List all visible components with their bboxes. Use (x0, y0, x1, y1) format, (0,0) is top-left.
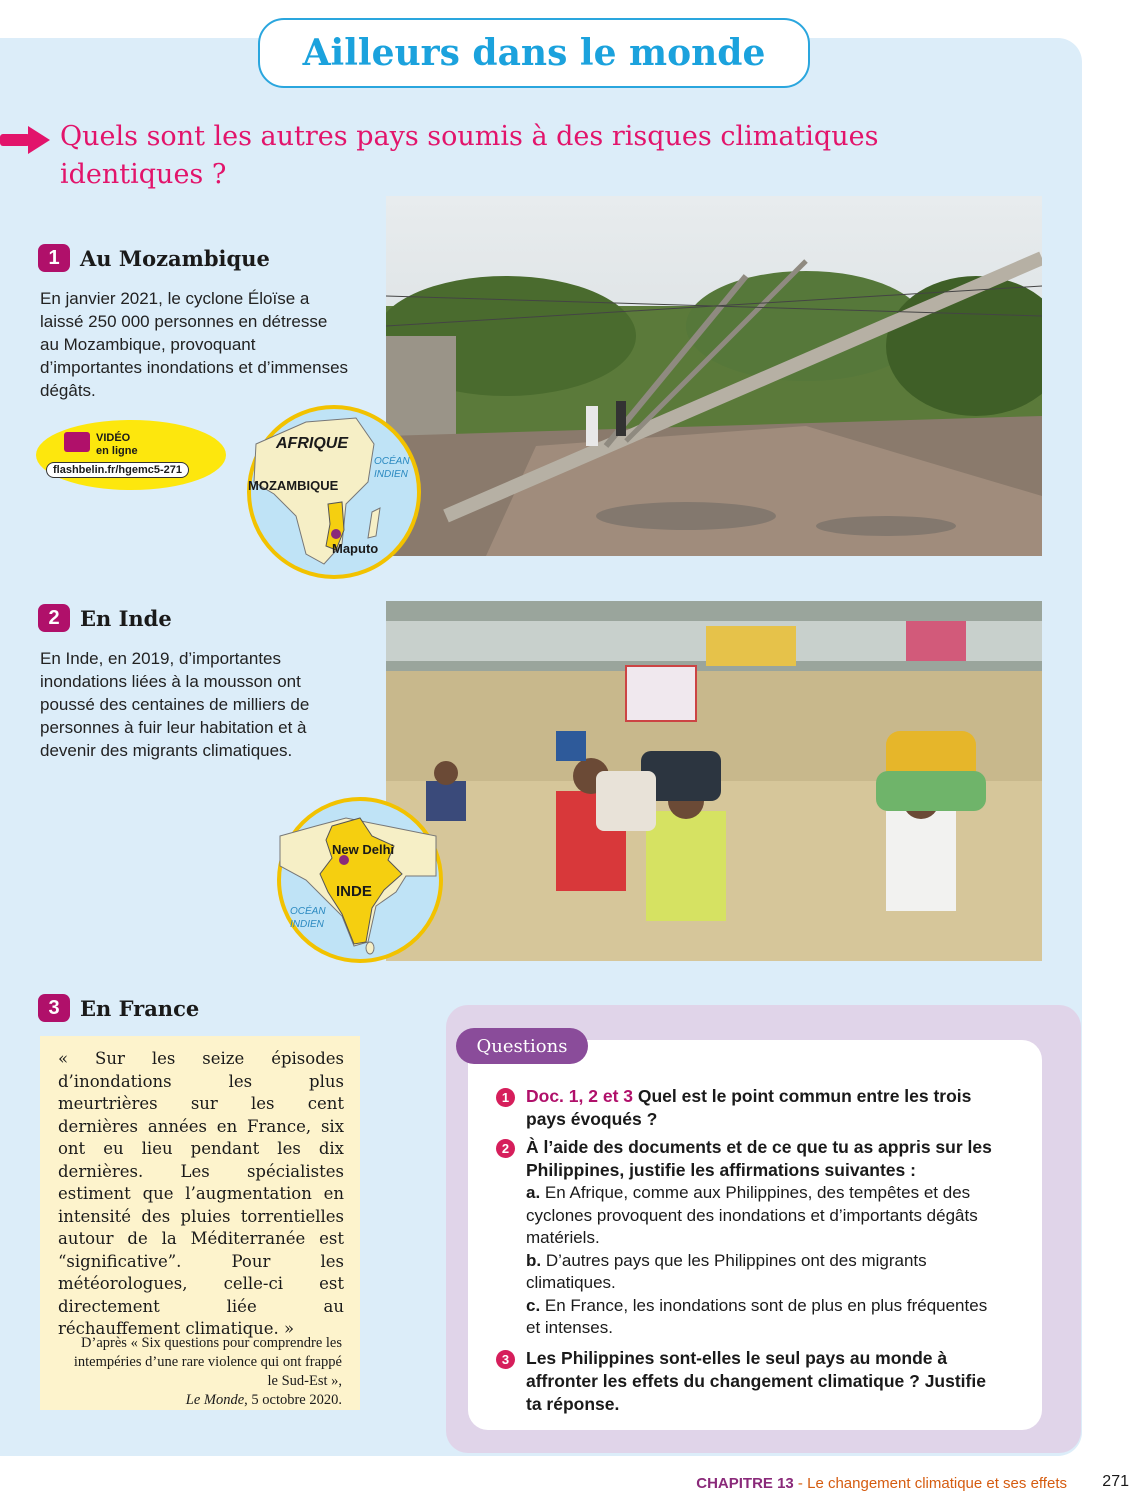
question-2a-text: En Afrique, comme aux Philippines, des tempêtes et des cyclones provoquent des inondations et d’importants dégâts matériels. (526, 1183, 978, 1247)
map-india (276, 796, 444, 964)
map-country-label: INDE (336, 883, 372, 900)
photo-mozambique (386, 196, 1042, 556)
question-1-text: Quel est le point commun entre les trois pays évoqués ? (526, 1086, 972, 1129)
map-country-label: MOZAMBIQUE (248, 478, 339, 493)
doc2-title: En Inde (80, 605, 172, 631)
page-title: Ailleurs dans le monde (302, 32, 766, 74)
map-city-label: Maputo (332, 541, 379, 556)
video-sublabel: en ligne (96, 445, 138, 457)
doc1-heading (38, 244, 270, 272)
footer (696, 1475, 1067, 1492)
video-link[interactable] (36, 420, 226, 490)
main-question: Quels sont les autres pays soumis à des risques climatiques identiques ? (60, 121, 879, 190)
question-2-number: 2 (496, 1139, 515, 1158)
question-2c-text: En France, les inondations sont de plus en plus fréquentes et intenses. (526, 1295, 988, 1337)
map-ocean-label-2: INDIEN (290, 919, 324, 930)
question-2b-text: D’autres pays que les Philippines ont des migrants climatiques. (526, 1250, 927, 1292)
video-url[interactable]: flashbelin.fr/hgemc5-271 (46, 462, 189, 478)
page-title-box (258, 18, 810, 88)
quote-source-prefix: D’après « Six questions pour comprendre les intempéries d’une rare violence qui ont frappé le Sud-Est », (73, 1335, 342, 1389)
footer-chapter: CHAPITRE 13 (696, 1475, 794, 1492)
doc1-number: 1 (38, 244, 70, 272)
doc1-title: Au Mozambique (80, 245, 270, 271)
page-number: 271 (1102, 1473, 1129, 1490)
video-screen-icon (64, 432, 90, 452)
question-2-text: À l’aide des documents et de ce que tu as appris sur les Philippines, justifie les affirmations suivantes : (526, 1137, 992, 1180)
doc2-text: En Inde, en 2019, d’importantes inondations liées à la mousson ont poussé des centaines de milliers de personnes à fuir leur habitation et à devenir des migrants climatiques. (40, 649, 310, 760)
arrow-right-icon (0, 126, 52, 154)
question-2a-label: a. (526, 1183, 541, 1202)
map-ocean-label-1: OCÉAN (290, 906, 326, 917)
quote-source-date: , 5 octobre 2020. (244, 1392, 342, 1408)
footer-separator: - (793, 1475, 808, 1492)
doc3-number: 3 (38, 994, 70, 1022)
quote-box (40, 1036, 360, 1410)
question-2 (496, 1136, 1006, 1340)
map-ocean-label-2: INDIEN (374, 469, 408, 480)
doc3-heading (38, 994, 199, 1022)
question-1 (496, 1085, 1006, 1131)
map-ocean-label-1: OCÉAN (374, 456, 410, 467)
quote-text: « Sur les seize épisodes d’inondations les plus meurtrières sur les cent dernières années en France, six ont eu lieu pendant les dix dernières. Les spécialistes estiment que l’augmentation en intensité des pluies torrentielles autour de la Méditerranée est “significative”. Pour les météorologues, celle-ci est directement liée au réchauffement climatique. » (58, 1049, 344, 1338)
question-2b-label: b. (526, 1250, 542, 1270)
question-3-text: Les Philippines sont-elles le seul pays au monde à affronter les effets du changement climatique ? Justifie ta réponse. (526, 1348, 986, 1414)
question-1-ref: Doc. 1, 2 et 3 (526, 1086, 633, 1106)
doc3-title: En France (80, 995, 200, 1021)
map-city-label: New Delhi (332, 842, 395, 857)
doc2-heading (38, 604, 172, 632)
doc2-number: 2 (38, 604, 70, 632)
video-label: VIDÉO (96, 432, 131, 444)
questions-tab: Questions (456, 1028, 588, 1064)
question-1-number: 1 (496, 1088, 515, 1107)
quote-source-journal: Le Monde (185, 1392, 245, 1408)
footer-title: Le changement climatique et ses effets (807, 1475, 1067, 1492)
question-2c-label: c. (526, 1295, 541, 1315)
map-africa (246, 404, 422, 580)
photo-india (386, 601, 1042, 961)
map-continent-label: AFRIQUE (276, 435, 348, 452)
quote-source (62, 1334, 342, 1410)
question-3-number: 3 (496, 1350, 515, 1369)
doc1-text: En janvier 2021, le cyclone Éloïse a laissé 250 000 personnes en détresse au Mozambique, provoquant d’importantes inondations et d’immenses dégâts. (40, 289, 349, 400)
question-3 (496, 1347, 1006, 1416)
